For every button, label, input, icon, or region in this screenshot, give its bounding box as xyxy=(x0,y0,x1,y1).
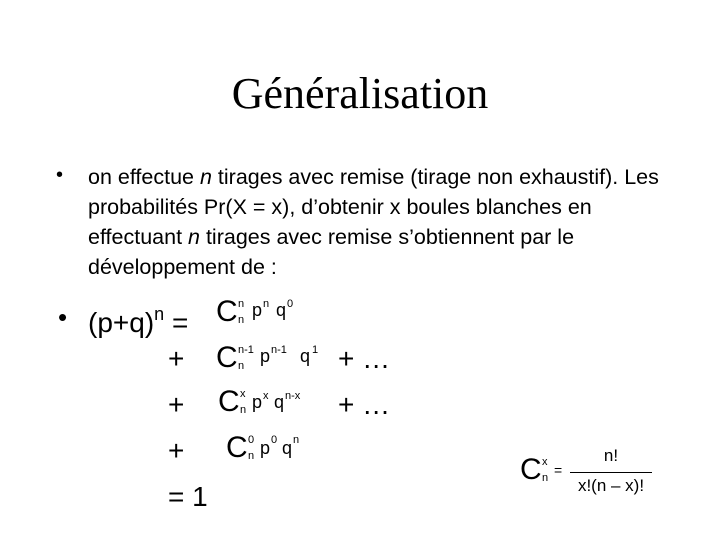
fraction-bar xyxy=(570,472,652,473)
plus-sign: + xyxy=(168,435,185,466)
expansion-lhs xyxy=(88,298,188,339)
lhs-equals: = xyxy=(164,307,189,338)
result-equals-one: = 1 xyxy=(168,481,208,512)
comb-sup: 0 xyxy=(248,434,255,446)
p-exp: n xyxy=(263,298,270,310)
para-text-3: tirages avec remise s’obtiennent par le développement de : xyxy=(88,225,575,279)
q-exp: n xyxy=(293,434,300,446)
q-base: q xyxy=(300,346,311,366)
p-base: p xyxy=(252,300,263,320)
q-base: q xyxy=(274,392,285,412)
p-base: p xyxy=(252,392,263,412)
formula-denominator: x!(n – x)! xyxy=(577,476,645,495)
formula-sub: n xyxy=(542,472,549,484)
p-exp: x xyxy=(263,390,269,402)
formula-sup: x xyxy=(542,456,548,468)
formula-numerator: n! xyxy=(603,446,619,465)
comb-sub: n xyxy=(238,314,245,326)
p-exp: 0 xyxy=(271,434,278,446)
para-n-1: n xyxy=(199,165,212,189)
q-base: q xyxy=(282,438,293,458)
comb-c: C xyxy=(216,341,238,374)
ellipsis: + … xyxy=(338,389,391,420)
q-exp: n-x xyxy=(285,390,301,402)
para-text-2: tirages avec remise (tirage non exhaustif). Les probabilités Pr(X = x), d’obtenir x boules blanches en effectuant xyxy=(88,165,659,249)
bullet-paragraph xyxy=(88,162,688,282)
comb-c: C xyxy=(226,431,248,464)
comb-c: C xyxy=(216,295,238,328)
lhs-base: (p+q) xyxy=(88,307,155,338)
comb-sup: n-1 xyxy=(238,344,254,356)
comb-sub: n xyxy=(240,404,247,416)
comb-sub: n xyxy=(248,450,255,462)
q-base: q xyxy=(276,300,287,320)
para-n-2: n xyxy=(188,225,200,249)
plus-sign: + xyxy=(168,389,185,420)
comb-sup: x xyxy=(240,388,246,400)
q-exp: 1 xyxy=(312,344,319,356)
comb-c: C xyxy=(218,385,240,418)
comb-sub: n xyxy=(238,360,245,372)
p-base: p xyxy=(260,346,271,366)
ellipsis: + … xyxy=(338,343,391,374)
comb-sup: n xyxy=(238,298,245,310)
p-exp: n-1 xyxy=(271,344,287,356)
formula-equals: = xyxy=(554,462,563,478)
para-text-1: on effectue xyxy=(88,165,200,189)
slide-title: Généralisation xyxy=(231,69,489,118)
q-exp: 0 xyxy=(287,298,294,310)
plus-sign: + xyxy=(168,343,185,374)
bullet-marker: • xyxy=(56,164,64,186)
lhs-exponent: n xyxy=(154,304,165,324)
formula-c: C xyxy=(520,453,542,486)
bullet-marker-2: • xyxy=(58,302,68,332)
p-base: p xyxy=(260,438,271,458)
